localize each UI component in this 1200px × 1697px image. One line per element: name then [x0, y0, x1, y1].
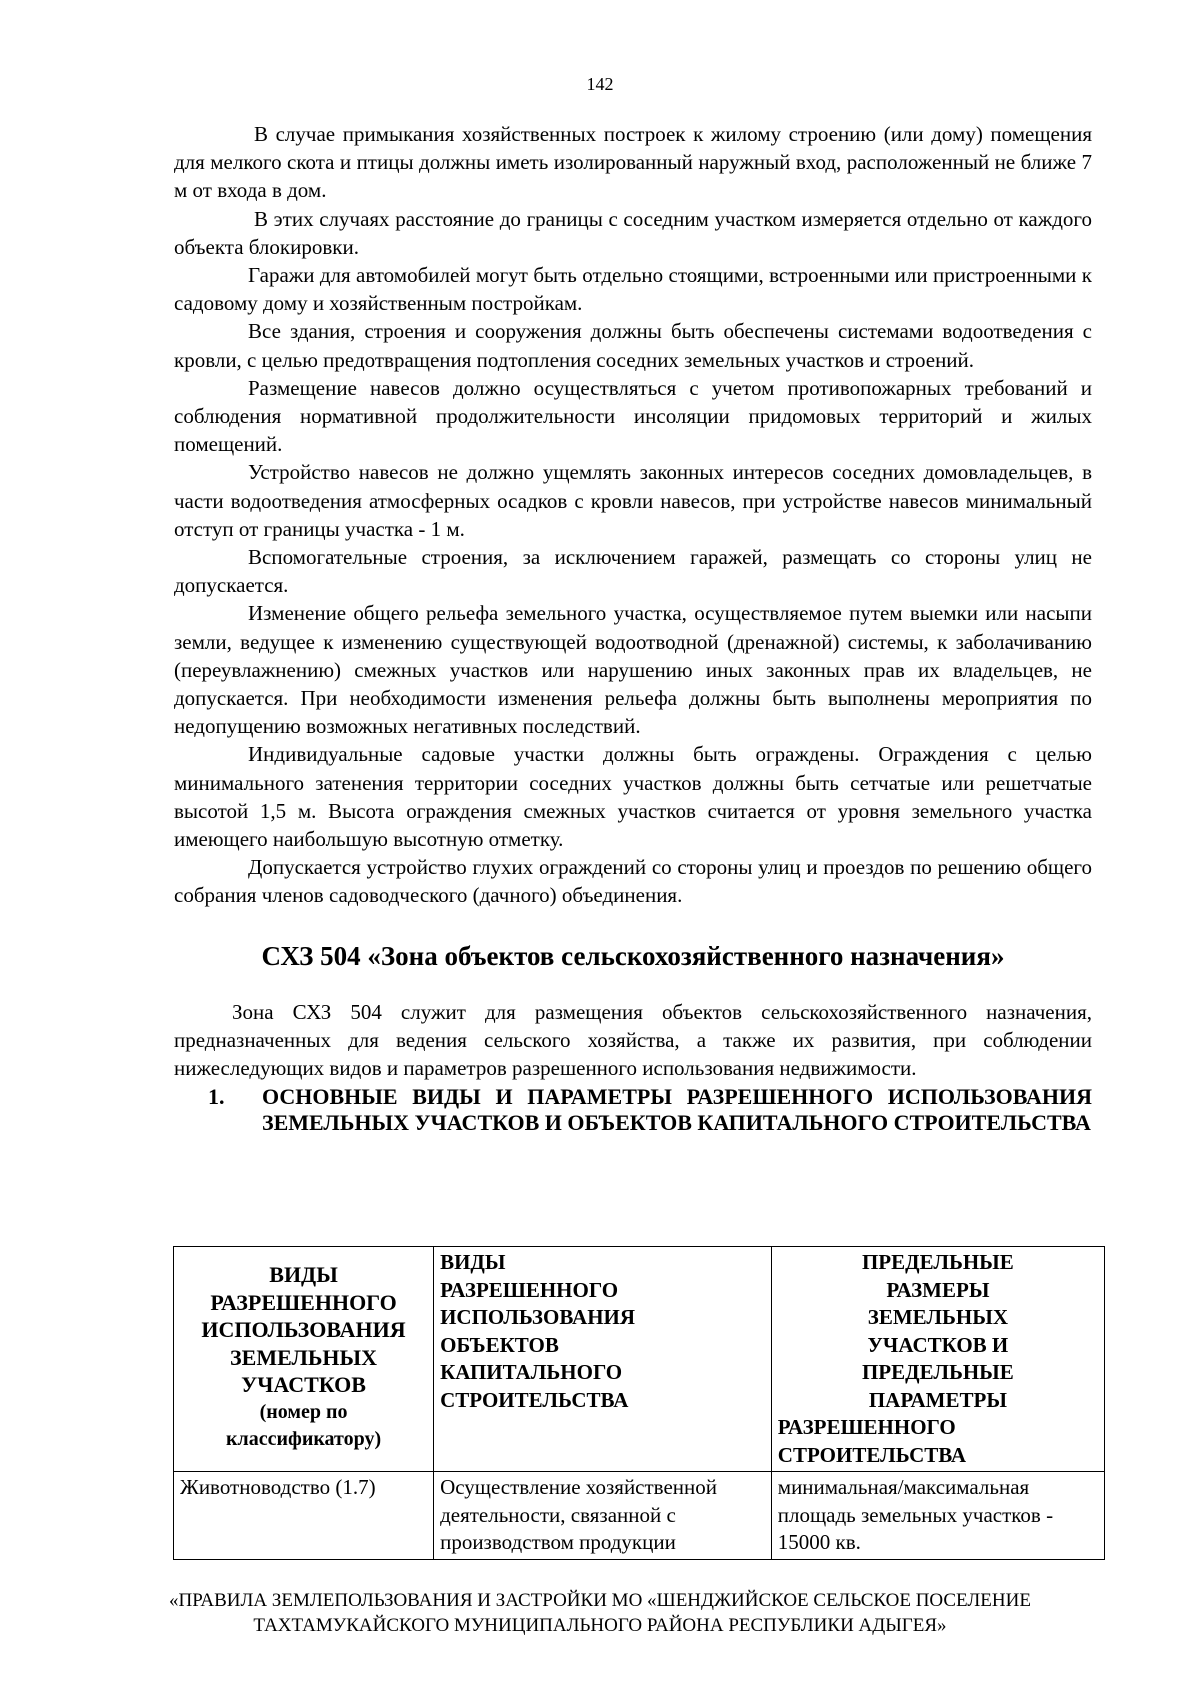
paragraph: Гаражи для автомобилей могут быть отдельно стоящими, встроенными или пристроенными к садовому дому и хозяйственным постройкам. — [174, 263, 1092, 316]
cell-limits: минимальная/максимальная площадь земельных участков - 15000 кв. — [771, 1472, 1104, 1560]
section-heading — [174, 1084, 1092, 1136]
section-heading-text: ОСНОВНЫЕ ВИДЫ И ПАРАМЕТРЫ РАЗРЕШЕННОГО ИСПОЛЬЗОВАНИЯ ЗЕМЕЛЬНЫХ УЧАСТКОВ И ОБЪЕКТОВ КАПИТАЛЬНОГО СТРОИТЕЛЬСТВА — [262, 1084, 1092, 1136]
header-col-limits — [771, 1247, 1104, 1472]
paragraph: Изменение общего рельефа земельного участка, осуществляемое путем выемки или насыпи земли, ведущее к изменению существующей водоотводной (дренажной) системы, к заболачиванию (переувлажнению) смежных участков или нарушению иных законных прав их владельцев, не допускается. При необходимости изменения рельефа должны быть выполнены мероприятия по недопущению возможных негативных последствий. — [174, 601, 1092, 739]
paragraph: Размещение навесов должно осуществляться с учетом противопожарных требований и соблюдения нормативной продолжительности инсоляции придомовых территорий и жилых помещений. — [174, 375, 1092, 457]
page-number: 142 — [586, 74, 614, 94]
paragraph: В этих случаях расстояние до границы с соседним участком измеряется отдельно от каждого объекта блокировки. — [174, 206, 1092, 259]
paragraph: Индивидуальные садовые участки должны быть ограждены. Ограждения с целью минимального затенения территории соседних участков должны быть сетчатые или решетчатые высотой 1,5 м. Высота ограждения смежных участков считается от уровня земельного участка имеющего наибольшую высотную отметку. — [174, 742, 1092, 852]
header-col-limits-left: РАЗРЕШЕННОГО СТРОИТЕЛЬСТВА — [777, 1415, 967, 1467]
zone-title: СХЗ 504 «Зона объектов сельскохозяйственного назначения» — [261, 940, 1005, 971]
zone-intro: Зона СХЗ 504 служит для размещения объектов сельскохозяйственного назначения, предназначенных для ведения сельского хозяйства, а также их развития, при соблюдении нижеследующих видов и параметров разрешенного использования недвижимости. — [174, 999, 1092, 1081]
header-col-land-use-note: (номер по классификатору) — [225, 1400, 382, 1450]
paragraph: В случае примыкания хозяйственных построек к жилому строению (или дому) помещения для мелкого скота и птицы должны иметь изолированный наружный вход, расположенный не ближе 7 м от входа в дом. — [174, 122, 1092, 203]
cell-use-type: Животноводство (1.7) — [174, 1472, 434, 1560]
paragraph: Устройство навесов не должно ущемлять законных интересов соседних домовладельцев, в части водоотведения атмосферных осадков с кровли навесов, при устройстве навесов минимальный отступ от границы участка - 1 м. — [174, 460, 1092, 541]
header-col-limits-centered: ПРЕДЕЛЬНЫЕ РАЗМЕРЫ ЗЕМЕЛЬНЫХ УЧАСТКОВ И ПРЕДЕЛЬНЫЕ ПАРАМЕТРЫ — [861, 1250, 1014, 1412]
header-col-land-use — [174, 1247, 434, 1472]
footer-line-2: ТАХТАМУКАЙСКОГО МУНИЦИПАЛЬНОГО РАЙОНА РЕСПУБЛИКИ АДЫГЕЯ» — [253, 1615, 947, 1636]
table-header-row — [174, 1247, 1105, 1472]
footer-line-1: «ПРАВИЛА ЗЕМЛЕПОЛЬЗОВАНИЯ И ЗАСТРОЙКИ МО «ШЕНДЖИЙСКОЕ СЕЛЬСКОЕ ПОСЕЛЕНИЕ — [169, 1590, 1031, 1611]
table-row — [174, 1472, 1105, 1560]
section-number: 1. — [208, 1084, 225, 1110]
footer — [0, 1588, 1200, 1638]
header-col-objects-text: ВИДЫ РАЗРЕШЕННОГО ИСПОЛЬЗОВАНИЯ ОБЪЕКТОВ КАПИТАЛЬНОГО СТРОИТЕЛЬСТВА — [440, 1250, 636, 1412]
header-col-objects — [434, 1247, 772, 1472]
permitted-use-table — [173, 1246, 1105, 1560]
document-body — [174, 120, 1092, 1136]
paragraph: Все здания, строения и сооружения должны быть обеспечены системами водоотведения с кровли, с целью предотвращения подтопления соседних земельных участков и строений. — [174, 319, 1092, 372]
paragraph: Вспомогательные строения, за исключением гаражей, размещать со стороны улиц не допускается. — [174, 545, 1092, 598]
header-col-land-use-main: ВИДЫ РАЗРЕШЕННОГО ИСПОЛЬЗОВАНИЯ ЗЕМЕЛЬНЫХ УЧАСТКОВ — [201, 1262, 406, 1397]
cell-objects: Осуществление хозяйственной деятельности, связанной с производством продукции — [434, 1472, 772, 1560]
paragraph: Допускается устройство глухих ограждений со стороны улиц и проездов по решению общего собрания членов садоводческого (дачного) объединения. — [174, 855, 1092, 908]
